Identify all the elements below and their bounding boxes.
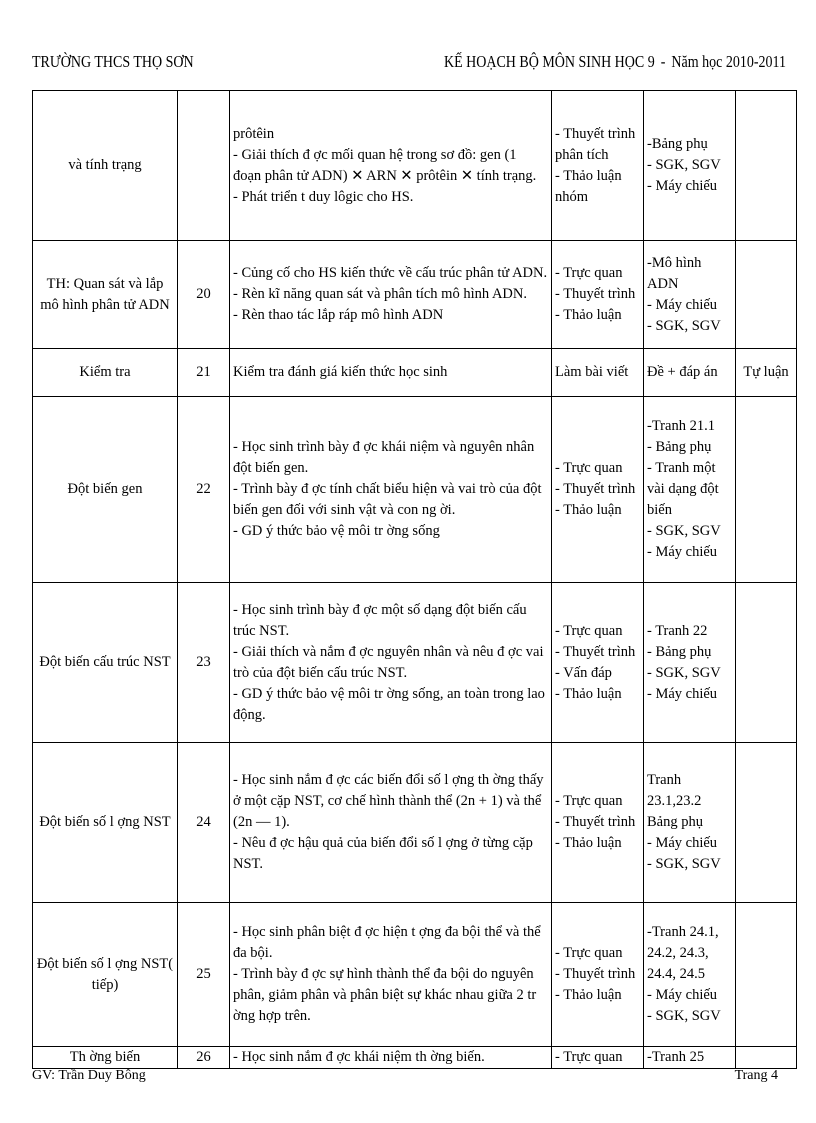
equipment-line: - Máy chiếu xyxy=(647,296,718,313)
plan-title: KẾ HOẠCH BỘ MÔN SINH HỌC 9 xyxy=(443,53,655,72)
lesson-title: Đột biến cấu trúc NST xyxy=(39,654,171,670)
equipment-line: - SGK, SGV xyxy=(647,157,721,173)
goal-line: - GD ý thức bảo vệ môi tr ờng sống xyxy=(233,523,440,539)
goal-line: - Học sinh nắm đ ợc khái niệm th ờng biến. xyxy=(233,1049,485,1065)
page-number: Trang 4 xyxy=(734,1068,778,1083)
lesson-number-cell xyxy=(178,349,230,397)
equipment-line: - Máy chiếu xyxy=(647,987,718,1003)
lesson-title-cell xyxy=(33,583,178,743)
goal-line: Kiểm tra đánh giá kiến thức học sinh xyxy=(233,364,448,380)
lesson-methods-cell xyxy=(552,583,644,743)
table-row xyxy=(33,91,797,241)
lesson-number-cell xyxy=(178,1047,230,1069)
goal-line: - Củng cố cho HS kiến thức về cấu trúc phân tử ADN. xyxy=(233,265,548,281)
table-row xyxy=(33,349,797,397)
lesson-number-cell xyxy=(178,91,230,241)
lesson-note-cell xyxy=(736,903,797,1047)
lesson-methods-cell xyxy=(552,1047,644,1069)
equipment-line: - SGK, SGV xyxy=(647,317,721,334)
lesson-equipment-cell xyxy=(644,903,736,1047)
lesson-plan-table xyxy=(32,90,797,1069)
lesson-equipment-cell xyxy=(644,397,736,583)
lesson-title: Đột biến số l ợng NST( tiếp) xyxy=(36,955,174,993)
school-year: Năm học 2010-2011 xyxy=(671,53,786,72)
equipment-line: -Tranh 25 xyxy=(647,1049,705,1065)
equipment-line: - SGK, SGV xyxy=(647,1008,721,1024)
goal-line: - Rèn kĩ năng quan sát và phân tích mô hình ADN. xyxy=(233,286,527,302)
equipment-line: Đề + đáp án xyxy=(647,364,718,380)
lesson-number-cell xyxy=(178,903,230,1047)
lesson-methods-cell xyxy=(552,91,644,241)
goal-line: - Học sinh nắm đ ợc các biến đổi số l ợng th ờng thấy ở một cặp NST, cơ chế hình thành thể (2n + 1) và thể (2n — 1). xyxy=(233,772,544,830)
lesson-title: và tính trạng xyxy=(68,157,142,173)
lesson-title-cell xyxy=(33,743,178,903)
method-line: - Thuyết trình xyxy=(555,643,636,660)
equipment-line: - Tranh một vài dạng đột biến xyxy=(647,460,719,518)
goal-line: - Học sinh trình bày đ ợc một số dạng đột biến cấu trúc NST. xyxy=(233,601,527,639)
goal-line: - Giải thích và nắm đ ợc nguyên nhân và nêu đ ợc vai trò của đột biến cấu trúc NST. xyxy=(233,643,544,681)
lesson-title-cell xyxy=(33,91,178,241)
lesson-number: 23 xyxy=(196,654,211,670)
equipment-line: - SGK, SGV xyxy=(647,523,721,539)
goal-line: - Rèn thao tác lắp ráp mô hình ADN xyxy=(233,307,444,323)
goal-line: - Trình bày đ ợc tính chất biểu hiện và vai trò của đột biến gen đối với sinh vật và con ng ời. xyxy=(233,481,542,518)
table-row xyxy=(33,583,797,743)
lesson-goals-cell xyxy=(230,1047,552,1069)
lesson-number-cell xyxy=(178,743,230,903)
lesson-number: 25 xyxy=(196,966,211,982)
table-row xyxy=(33,241,797,349)
lesson-title-cell xyxy=(33,1047,178,1069)
equipment-line: - Bảng phụ xyxy=(647,439,712,455)
equipment-line: -Mô hình ADN xyxy=(647,254,702,292)
lesson-equipment-cell xyxy=(644,1047,736,1069)
lesson-note: Tự luận xyxy=(743,364,789,380)
lesson-note-cell xyxy=(736,241,797,349)
equipment-line: -Tranh 24.1, 24.2, 24.3, 24.4, 24.5 xyxy=(647,924,719,982)
method-line: - Trực quan xyxy=(555,460,623,476)
equipment-line: - Máy chiếu xyxy=(647,178,718,194)
method-line: - Trực quan xyxy=(555,265,623,281)
goal-line: - Giải thích đ ợc mối quan hệ trong sơ đồ: gen (1 đoạn phân tử ADN) ✕ ARN ✕ prôtêin ✕ tính trạng. xyxy=(233,146,537,184)
lesson-title-cell xyxy=(33,397,178,583)
lesson-methods-cell xyxy=(552,241,644,349)
lesson-goals-cell xyxy=(230,903,552,1047)
equipment-line: -Tranh 21.1 xyxy=(647,418,715,434)
equipment-line: - Máy chiếu xyxy=(647,544,718,560)
lesson-title: TH: Quan sát và lắp mô hình phân tử ADN xyxy=(40,275,170,313)
method-line: - Thảo luận xyxy=(555,685,622,702)
equipment-line: - SGK, SGV xyxy=(647,856,721,872)
method-line: - Vấn đáp xyxy=(555,664,612,681)
lesson-number-cell xyxy=(178,397,230,583)
equipment-line: Tranh 23.1,23.2 xyxy=(647,772,702,809)
lesson-goals-cell xyxy=(230,241,552,349)
teacher-name: Trần Duy Bông xyxy=(58,1068,146,1083)
lesson-goals-cell xyxy=(230,91,552,241)
lesson-note-cell xyxy=(736,349,797,397)
method-line: - Thuyết trình xyxy=(555,481,636,497)
method-line: - Thảo luận xyxy=(555,835,622,851)
lesson-title: Đột biến gen xyxy=(67,481,143,497)
lesson-equipment-cell xyxy=(644,91,736,241)
lesson-title-cell xyxy=(33,903,178,1047)
equipment-line: Bảng phụ xyxy=(647,814,703,830)
lesson-number: 24 xyxy=(196,814,211,830)
teacher-label: GV: xyxy=(32,1068,56,1083)
goal-line: - Học sinh trình bày đ ợc khái niệm và nguyên nhân đột biến gen. xyxy=(233,439,535,476)
header-right xyxy=(444,54,786,82)
table-row xyxy=(33,397,797,583)
goal-line: - Học sinh phân biệt đ ợc hiện t ợng đa bội thể và thể đa bội. xyxy=(233,924,541,961)
method-line: - Thuyết trình xyxy=(555,814,636,830)
equipment-line: - Tranh 22 xyxy=(647,622,708,639)
lesson-title: Đột biến số l ợng NST xyxy=(39,814,171,830)
page-footer xyxy=(32,1068,778,1084)
lesson-number: 26 xyxy=(196,1049,211,1065)
lesson-note-cell xyxy=(736,91,797,241)
lesson-note-cell xyxy=(736,1047,797,1069)
method-line: - Trực quan xyxy=(555,793,623,809)
school-name: TRƯỜNG THCS THỌ SƠN xyxy=(32,53,194,72)
method-line: - Trực quan xyxy=(555,1049,623,1065)
method-line: - Trực quan xyxy=(555,945,623,961)
lesson-goals-cell xyxy=(230,349,552,397)
lesson-goals-cell xyxy=(230,583,552,743)
teacher-info xyxy=(32,1068,146,1084)
lesson-number: 20 xyxy=(196,286,211,302)
lesson-methods-cell xyxy=(552,743,644,903)
goal-line: - GD ý thức bảo vệ môi tr ờng sống, an toàn trong lao động. xyxy=(233,685,545,723)
lesson-equipment-cell xyxy=(644,241,736,349)
lesson-methods-cell xyxy=(552,349,644,397)
goal-line: - Trình bày đ ợc sự hình thành thể đa bội do nguyên phân, giảm phân và phân biệt sự khác nhau giữa 2 tr ờng hợp trên. xyxy=(233,966,537,1024)
lesson-title: Kiểm tra xyxy=(79,364,131,380)
equipment-line: - SGK, SGV xyxy=(647,664,721,681)
goal-line: - Phát triển t duy lôgic cho HS. xyxy=(233,188,414,205)
lesson-goals-cell xyxy=(230,743,552,903)
lesson-title-cell xyxy=(33,349,178,397)
lesson-title-cell xyxy=(33,241,178,349)
lesson-note-cell xyxy=(736,583,797,743)
page-header xyxy=(32,54,786,82)
table-row xyxy=(33,1047,797,1069)
lesson-title: Th ờng biến xyxy=(69,1049,141,1065)
table-row xyxy=(33,903,797,1047)
method-line: - Thuyết trình phân tích xyxy=(555,125,636,163)
equipment-line: - Máy chiếu xyxy=(647,685,718,702)
method-line: - Thảo luận xyxy=(555,987,622,1003)
method-line: - Thảo luận nhóm xyxy=(555,167,622,205)
method-line: - Thuyết trình xyxy=(555,966,636,982)
lesson-note-cell xyxy=(736,397,797,583)
equipment-line: - Máy chiếu xyxy=(647,835,718,851)
equipment-line: -Bảng phụ xyxy=(647,136,708,152)
method-line: Làm bài viết xyxy=(555,364,629,380)
lesson-equipment-cell xyxy=(644,743,736,903)
lesson-note-cell xyxy=(736,743,797,903)
lesson-goals-cell xyxy=(230,397,552,583)
header-separator: - xyxy=(660,53,666,72)
equipment-line: - Bảng phụ xyxy=(647,643,712,660)
lesson-equipment-cell xyxy=(644,583,736,743)
method-line: - Thảo luận xyxy=(555,502,622,518)
method-line: - Thuyết trình xyxy=(555,286,636,302)
lesson-equipment-cell xyxy=(644,349,736,397)
lesson-number: 21 xyxy=(196,364,211,380)
table-row xyxy=(33,743,797,903)
goal-line: - Nêu đ ợc hậu quả của biến đổi số l ợng ở từng cặp NST. xyxy=(233,835,533,872)
lesson-number-cell xyxy=(178,583,230,743)
lesson-methods-cell xyxy=(552,903,644,1047)
goal-line: prôtêin xyxy=(233,125,275,142)
lesson-number: 22 xyxy=(196,481,211,497)
lesson-number-cell xyxy=(178,241,230,349)
method-line: - Thảo luận xyxy=(555,307,622,323)
method-line: - Trực quan xyxy=(555,622,623,639)
lesson-methods-cell xyxy=(552,397,644,583)
